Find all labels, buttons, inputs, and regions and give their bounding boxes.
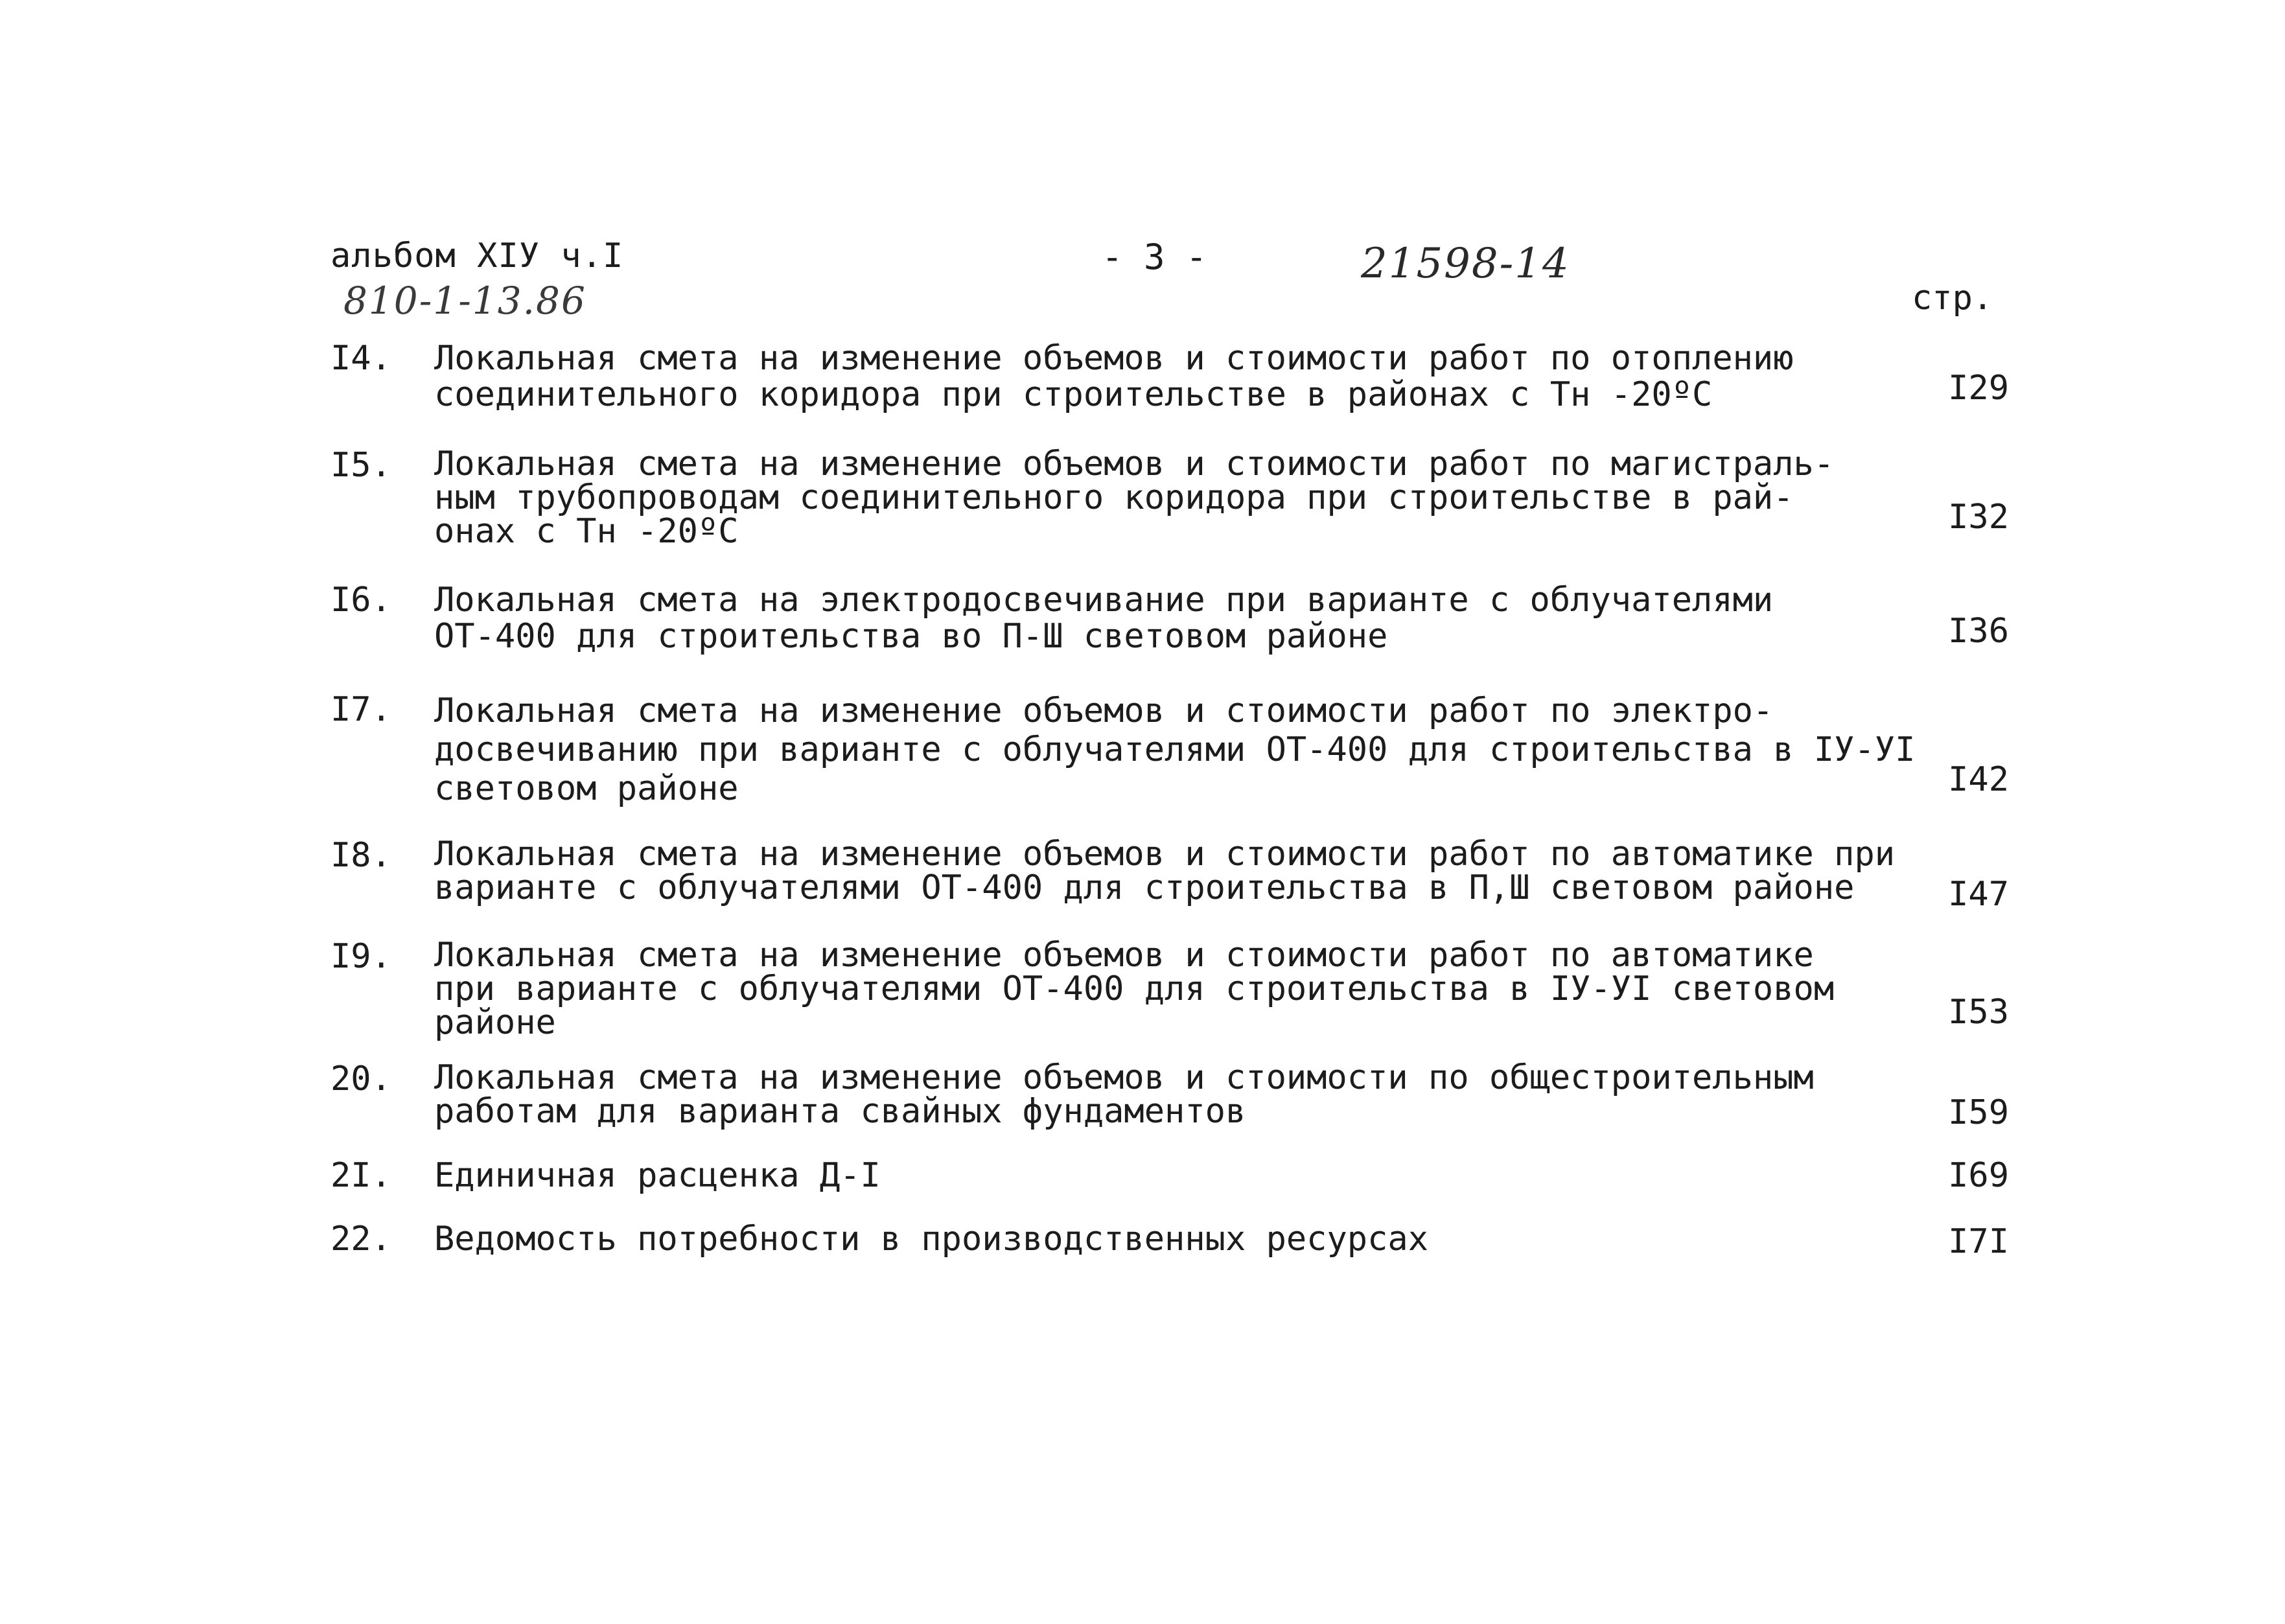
album-label: альбом XIУ ч.I bbox=[331, 237, 624, 275]
pages-column-label: стр. bbox=[1912, 279, 1993, 318]
entry-number: I7. bbox=[331, 690, 391, 729]
page-number: - 3 - bbox=[1102, 237, 1207, 277]
entry-text: Единичная расценка Д-I bbox=[434, 1156, 881, 1195]
entry-text: Локальная смета на изменение объемов и стоимости работ по автоматике при варианте с облучателями ОТ-400 для строительства в IУ-УI световом районе bbox=[434, 936, 1835, 1042]
document-number: 21598-14 bbox=[1361, 240, 1570, 288]
entry-page: I36 bbox=[1948, 612, 2009, 651]
entry-page: I47 bbox=[1948, 875, 2009, 914]
entry-number: I8. bbox=[331, 836, 391, 875]
entry-page: I69 bbox=[1948, 1156, 2009, 1195]
entry-number: 2I. bbox=[331, 1156, 391, 1195]
entry-number: I9. bbox=[331, 937, 391, 976]
series-number: 810-1-13.86 bbox=[343, 279, 586, 323]
entry-text: Локальная смета на изменение объемов и стоимости работ по автоматике при варианте с облучателями ОТ-400 для строительства в П,Ш световом районе bbox=[434, 835, 1896, 907]
entry-text: Ведомость потребности в производственных ресурсах bbox=[434, 1220, 1429, 1259]
entry-number: I4. bbox=[331, 339, 391, 378]
entry-page: I29 bbox=[1948, 369, 2009, 408]
entry-page: I7I bbox=[1948, 1222, 2009, 1261]
entry-number: I5. bbox=[331, 446, 391, 485]
entry-number: 20. bbox=[331, 1060, 391, 1098]
entry-text: Локальная смета на изменение объемов и стоимости по общестроительным работам для варианта свайных фундаментов bbox=[434, 1058, 1814, 1131]
entry-page: I59 bbox=[1948, 1093, 2009, 1132]
entry-page: I42 bbox=[1948, 760, 2009, 799]
entry-number: I6. bbox=[331, 581, 391, 620]
entry-text: Локальная смета на изменение объемов и стоимости работ по электро- досвечиванию при варианте с облучателями ОТ-400 для строительства в IУ-УI световом районе bbox=[434, 691, 1916, 808]
entry-text: Локальная смета на изменение объемов и стоимости работ по отоплению соединительного коридора при строительстве в районах с Тн -20ºС bbox=[434, 339, 1794, 414]
entry-page: I53 bbox=[1948, 993, 2009, 1032]
entry-text: Локальная смета на изменение объемов и стоимости работ по магистраль- ным трубопроводам соединительного коридора при строительстве в рай- онах с Тн -20ºС bbox=[434, 445, 1835, 551]
entry-text: Локальная смета на электродосвечивание при варианте с облучателями ОТ-400 для строительства во П-Ш световом районе bbox=[434, 581, 1774, 656]
entry-page: I32 bbox=[1948, 498, 2009, 537]
entry-number: 22. bbox=[331, 1220, 391, 1259]
